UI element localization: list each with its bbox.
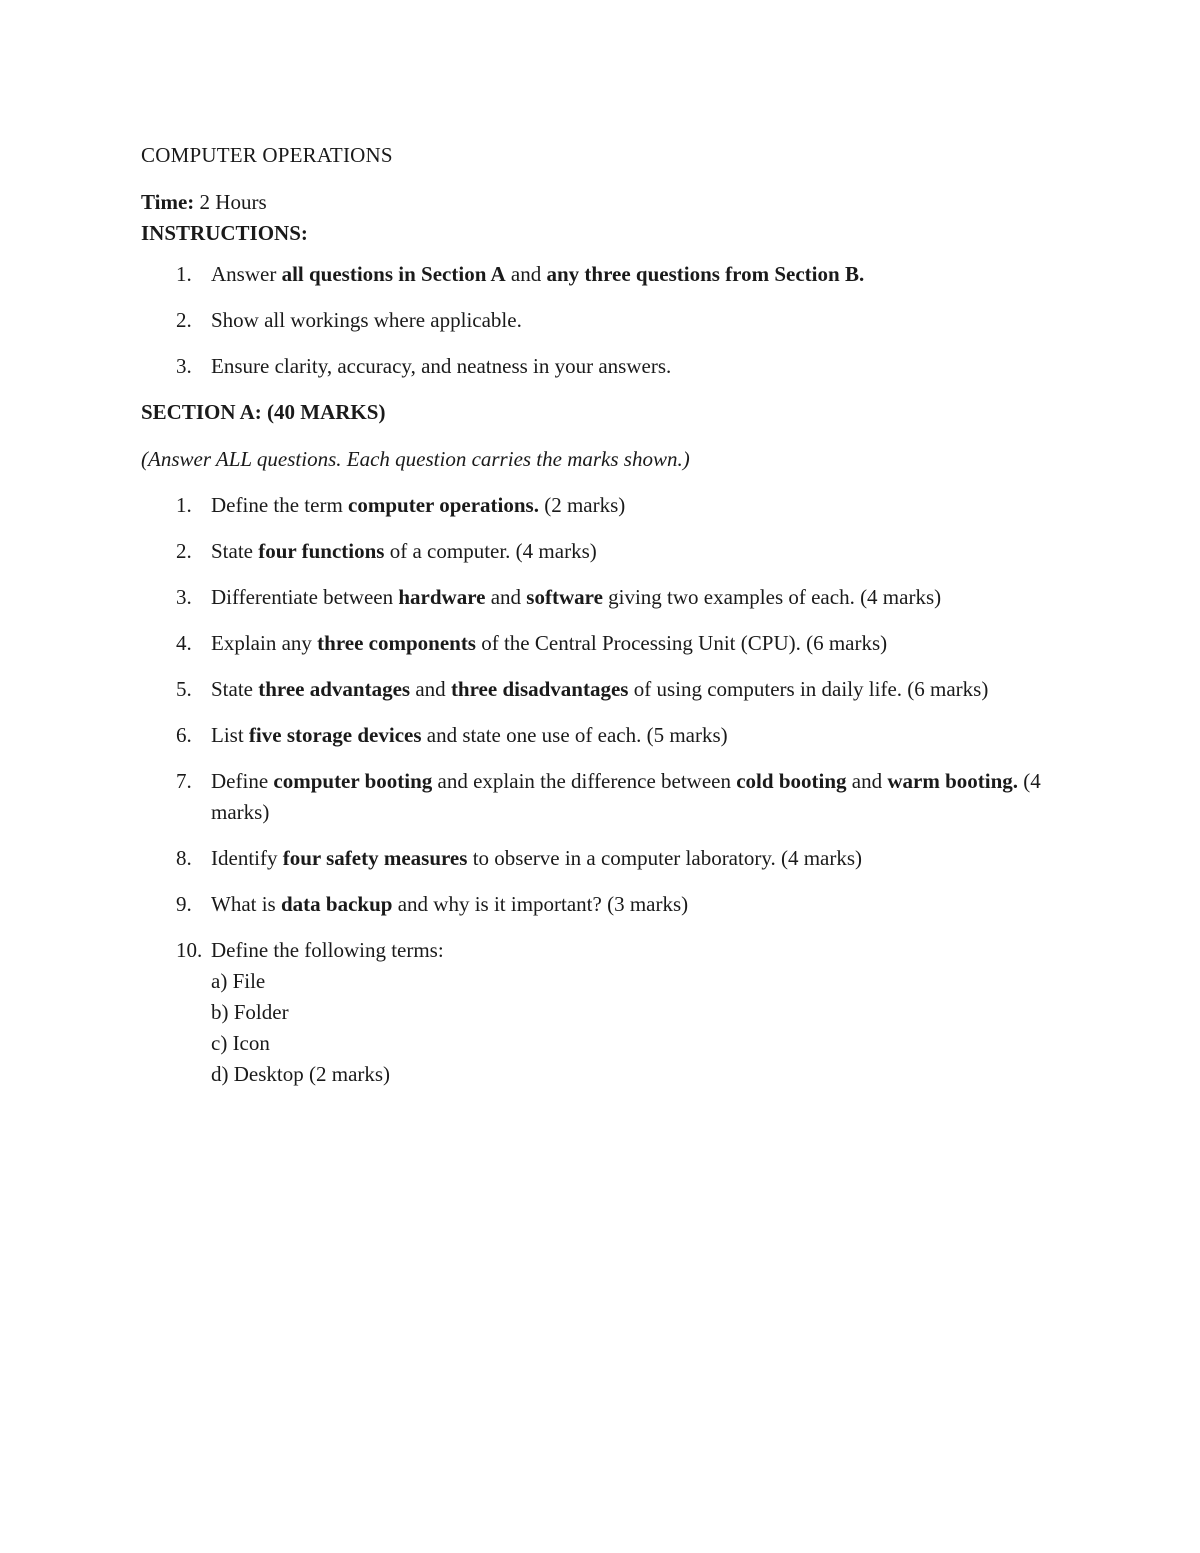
instruction-item (141, 351, 1041, 382)
question-emphasis: hardware (398, 585, 486, 609)
question-text: of the Central Processing Unit (CPU). (6 marks) (475, 631, 888, 655)
question-item (141, 582, 1041, 613)
question-text: to observe in a computer laboratory. (4 marks) (467, 846, 863, 870)
question-number: 4. (176, 631, 192, 655)
sub-item-list (211, 966, 1041, 1090)
question-number: 8. (176, 846, 192, 870)
question-text: What is (211, 892, 281, 916)
question-item (141, 766, 1041, 828)
sub-item: d) Desktop (2 marks) (211, 1062, 391, 1086)
time-label: Time: (141, 190, 195, 214)
sub-item: a) File (211, 969, 266, 993)
instruction-item (141, 259, 1041, 290)
question-item (141, 843, 1041, 874)
sub-item: c) Icon (211, 1031, 270, 1055)
instructions-heading: INSTRUCTIONS: (141, 221, 308, 245)
sub-item: b) Folder (211, 1000, 289, 1024)
question-text: and (485, 585, 527, 609)
question-emphasis: cold booting (736, 769, 847, 793)
time-value: 2 Hours (194, 190, 267, 214)
question-number: 7. (176, 769, 192, 793)
question-emphasis: three disadvantages (450, 677, 629, 701)
time-allowed (141, 187, 1041, 218)
exam-page (141, 140, 1041, 1105)
item-number: 2. (176, 308, 192, 332)
section-a-note: (Answer ALL questions. Each question carries the marks shown.) (141, 447, 690, 471)
question-emphasis: warm booting. (887, 769, 1019, 793)
question-emphasis: three advantages (258, 677, 411, 701)
question-item (141, 935, 1041, 1090)
item-number: 3. (176, 354, 192, 378)
question-text: of using computers in daily life. (6 marks) (628, 677, 989, 701)
question-emphasis: data backup (280, 892, 393, 916)
question-item (141, 628, 1041, 659)
question-text: State (211, 677, 259, 701)
question-text: and explain the difference between (432, 769, 737, 793)
instruction-item (141, 305, 1041, 336)
item-emphasis: any three questions from Section B. (546, 262, 865, 286)
question-number: 1. (176, 493, 192, 517)
question-text: State (211, 539, 259, 563)
question-text: Identify (211, 846, 283, 870)
item-number: 1. (176, 262, 192, 286)
question-text: List (211, 723, 249, 747)
question-text: Define (211, 769, 274, 793)
question-text: Differentiate between (211, 585, 399, 609)
instructions-list (141, 259, 1041, 382)
section-a-questions (141, 490, 1041, 1090)
question-number: 5. (176, 677, 192, 701)
question-number: 10. (176, 938, 203, 962)
question-item (141, 674, 1041, 705)
question-emphasis: computer booting (273, 769, 433, 793)
question-text: giving two examples of each. (4 marks) (602, 585, 942, 609)
question-text: and (410, 677, 451, 701)
question-emphasis: four functions (258, 539, 385, 563)
question-number: 3. (176, 585, 192, 609)
document-title: COMPUTER OPERATIONS (141, 143, 393, 167)
question-text: and state one use of each. (5 marks) (421, 723, 728, 747)
question-number: 2. (176, 539, 192, 563)
question-emphasis: five storage devices (248, 723, 422, 747)
question-emphasis: four safety measures (282, 846, 468, 870)
question-emphasis: software (526, 585, 603, 609)
question-text: Define the term (211, 493, 349, 517)
question-item (141, 889, 1041, 920)
question-text: (4 marks) (211, 769, 1041, 824)
question-text: and (846, 769, 888, 793)
question-emphasis: computer operations. (348, 493, 539, 517)
question-text: and why is it important? (3 marks) (392, 892, 689, 916)
question-number: 9. (176, 892, 192, 916)
question-item (141, 536, 1041, 567)
question-number: 6. (176, 723, 192, 747)
question-emphasis: three components (317, 631, 476, 655)
item-text: Answer (211, 262, 282, 286)
question-text: Explain any (211, 631, 318, 655)
question-item (141, 490, 1041, 521)
item-text: and (505, 262, 547, 286)
question-text: of a computer. (4 marks) (384, 539, 597, 563)
section-a-heading: SECTION A: (40 MARKS) (141, 400, 386, 424)
item-text: Show all workings where applicable. (211, 308, 522, 332)
item-text: Ensure clarity, accuracy, and neatness in your answers. (211, 354, 672, 378)
question-text: (2 marks) (538, 493, 626, 517)
question-text: Define the following terms: (211, 938, 444, 962)
question-item (141, 720, 1041, 751)
item-emphasis: all questions in Section A (281, 262, 506, 286)
